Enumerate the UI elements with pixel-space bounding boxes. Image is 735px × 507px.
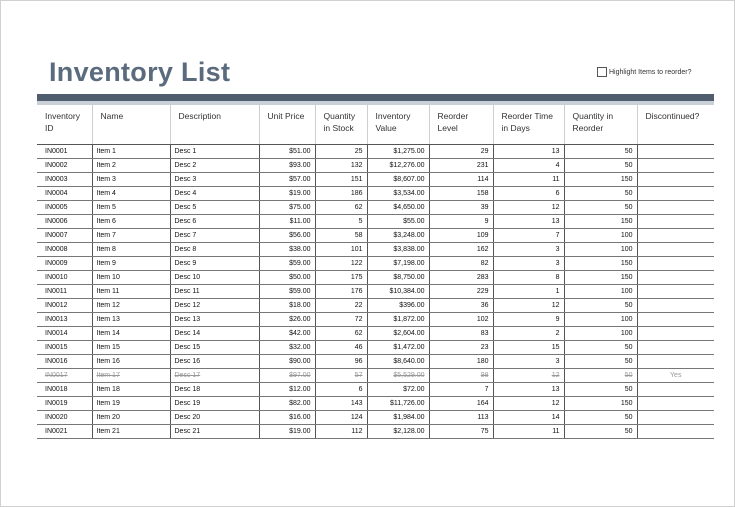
cell-inventory-id: IN0013 (37, 313, 92, 327)
cell-quantity-in-stock: 96 (315, 355, 367, 369)
column-header-quantity-in-reorder: Quantity in Reorder (564, 105, 637, 145)
cell-name: Item 11 (92, 285, 170, 299)
cell-description (170, 369, 259, 383)
cell-reorder-time-text: 12 (551, 372, 560, 379)
cell-quantity-in-reorder-text: 50 (624, 372, 633, 379)
table-row (37, 383, 714, 397)
cell-name: Item 8 (92, 243, 170, 257)
cell-inventory-id-text: IN0017 (45, 372, 68, 379)
cell-inventory-id: IN0016 (37, 355, 92, 369)
cell-discontinued (637, 201, 714, 215)
cell-unit-price: $75.00 (259, 201, 315, 215)
cell-inventory-value: $1,984.00 (367, 411, 429, 425)
cell-quantity-in-stock: 58 (315, 229, 367, 243)
cell-name: Item 15 (92, 341, 170, 355)
cell-reorder-level: 23 (429, 341, 493, 355)
cell-description: Desc 13 (170, 313, 259, 327)
cell-inventory-id (37, 369, 92, 383)
cell-inventory-value: $8,750.00 (367, 271, 429, 285)
cell-reorder-time: 14 (493, 411, 564, 425)
cell-quantity-in-stock: 151 (315, 173, 367, 187)
cell-discontinued (637, 271, 714, 285)
column-header-description: Description (170, 105, 259, 145)
cell-inventory-value: $8,640.00 (367, 355, 429, 369)
cell-quantity-in-reorder: 150 (564, 271, 637, 285)
cell-inventory-value: $1,872.00 (367, 313, 429, 327)
cell-reorder-time: 6 (493, 187, 564, 201)
cell-name: Item 1 (92, 145, 170, 159)
cell-quantity-in-reorder: 50 (564, 187, 637, 201)
cell-discontinued (637, 411, 714, 425)
table-row (37, 411, 714, 425)
cell-quantity-in-reorder: 50 (564, 201, 637, 215)
cell-description: Desc 16 (170, 355, 259, 369)
cell-inventory-id: IN0008 (37, 243, 92, 257)
cell-unit-price: $59.00 (259, 285, 315, 299)
cell-quantity-in-reorder: 100 (564, 285, 637, 299)
table-row (37, 425, 714, 439)
cell-inventory-value: $12,276.00 (367, 159, 429, 173)
cell-name: Item 14 (92, 327, 170, 341)
cell-discontinued: Yes (637, 369, 714, 383)
cell-unit-price: $16.00 (259, 411, 315, 425)
cell-name: Item 3 (92, 173, 170, 187)
cell-quantity-in-reorder: 50 (564, 355, 637, 369)
cell-inventory-value: $2,604.00 (367, 327, 429, 341)
table-header-row (37, 105, 714, 145)
cell-name (92, 369, 170, 383)
table-row (37, 145, 714, 159)
cell-discontinued (637, 257, 714, 271)
cell-inventory-id: IN0010 (37, 271, 92, 285)
table-row (37, 173, 714, 187)
cell-reorder-time: 11 (493, 173, 564, 187)
cell-name: Item 13 (92, 313, 170, 327)
cell-inventory-id: IN0015 (37, 341, 92, 355)
inventory-table (37, 105, 714, 439)
cell-inventory-value: $7,198.00 (367, 257, 429, 271)
cell-description: Desc 10 (170, 271, 259, 285)
cell-reorder-level: 114 (429, 173, 493, 187)
cell-reorder-level: 180 (429, 355, 493, 369)
cell-unit-price: $11.00 (259, 215, 315, 229)
cell-inventory-value: $2,128.00 (367, 425, 429, 439)
cell-quantity-in-stock: 6 (315, 383, 367, 397)
cell-inventory-id: IN0002 (37, 159, 92, 173)
cell-reorder-time: 11 (493, 425, 564, 439)
table-row (37, 159, 714, 173)
cell-inventory-value (367, 369, 429, 383)
header-band-dark (37, 94, 714, 101)
table-row (37, 341, 714, 355)
cell-unit-price: $90.00 (259, 355, 315, 369)
cell-reorder-time: 13 (493, 383, 564, 397)
cell-discontinued (637, 341, 714, 355)
cell-description: Desc 4 (170, 187, 259, 201)
cell-inventory-value: $3,838.00 (367, 243, 429, 257)
table-body (37, 145, 714, 439)
cell-discontinued (637, 173, 714, 187)
cell-name: Item 2 (92, 159, 170, 173)
cell-description: Desc 7 (170, 229, 259, 243)
cell-unit-price: $19.00 (259, 425, 315, 439)
cell-unit-price: $82.00 (259, 397, 315, 411)
column-header-discontinued: Discontinued? (637, 105, 714, 145)
cell-inventory-value: $396.00 (367, 299, 429, 313)
cell-reorder-level: 7 (429, 383, 493, 397)
cell-description: Desc 14 (170, 327, 259, 341)
cell-name: Item 21 (92, 425, 170, 439)
cell-inventory-value: $72.00 (367, 383, 429, 397)
cell-inventory-value: $8,607.00 (367, 173, 429, 187)
cell-description: Desc 12 (170, 299, 259, 313)
cell-reorder-level: 36 (429, 299, 493, 313)
cell-reorder-level: 102 (429, 313, 493, 327)
cell-quantity-in-stock: 186 (315, 187, 367, 201)
table-row (37, 313, 714, 327)
cell-reorder-level: 82 (429, 257, 493, 271)
cell-reorder-level: 164 (429, 397, 493, 411)
cell-unit-price: $57.00 (259, 173, 315, 187)
cell-quantity-in-stock: 122 (315, 257, 367, 271)
page-title: Inventory List (49, 57, 231, 87)
cell-inventory-value: $1,472.00 (367, 341, 429, 355)
cell-inventory-value: $55.00 (367, 215, 429, 229)
cell-reorder-time: 2 (493, 327, 564, 341)
column-header-reorder-level: Reorder Level (429, 105, 493, 145)
cell-name: Item 12 (92, 299, 170, 313)
cell-reorder-time: 3 (493, 257, 564, 271)
cell-description: Desc 2 (170, 159, 259, 173)
cell-quantity-in-reorder: 150 (564, 173, 637, 187)
cell-quantity-in-stock: 46 (315, 341, 367, 355)
cell-name-text: Item 17 (96, 372, 120, 379)
cell-reorder-time: 3 (493, 355, 564, 369)
cell-reorder-level: 162 (429, 243, 493, 257)
cell-quantity-in-reorder (564, 369, 637, 383)
cell-unit-price: $42.00 (259, 327, 315, 341)
cell-description: Desc 15 (170, 341, 259, 355)
column-header-quantity-in-stock: Quantity in Stock (315, 105, 367, 145)
cell-quantity-in-reorder: 50 (564, 383, 637, 397)
cell-inventory-value: $3,534.00 (367, 187, 429, 201)
table-row (37, 201, 714, 215)
cell-reorder-time: 9 (493, 313, 564, 327)
cell-inventory-id: IN0001 (37, 145, 92, 159)
table-row (37, 327, 714, 341)
table-row (37, 229, 714, 243)
cell-discontinued (637, 355, 714, 369)
cell-unit-price (259, 369, 315, 383)
cell-inventory-id: IN0018 (37, 383, 92, 397)
cell-reorder-time: 8 (493, 271, 564, 285)
cell-quantity-in-stock: 143 (315, 397, 367, 411)
cell-description-text: Desc 17 (174, 372, 201, 379)
cell-quantity-in-stock: 124 (315, 411, 367, 425)
cell-description: Desc 8 (170, 243, 259, 257)
cell-inventory-value: $4,650.00 (367, 201, 429, 215)
cell-description: Desc 6 (170, 215, 259, 229)
cell-unit-price: $51.00 (259, 145, 315, 159)
cell-reorder-level: 109 (429, 229, 493, 243)
cell-reorder-level (429, 369, 493, 383)
cell-inventory-value: $11,726.00 (367, 397, 429, 411)
cell-discontinued (637, 243, 714, 257)
cell-reorder-level: 229 (429, 285, 493, 299)
cell-unit-price: $38.00 (259, 243, 315, 257)
cell-quantity-in-stock: 22 (315, 299, 367, 313)
column-header-inventory-id: Inventory ID (37, 105, 92, 145)
cell-reorder-time: 7 (493, 229, 564, 243)
cell-quantity-in-reorder: 50 (564, 341, 637, 355)
cell-reorder-time: 3 (493, 243, 564, 257)
highlight-reorder-checkbox[interactable] (597, 67, 607, 77)
cell-quantity-in-stock: 62 (315, 327, 367, 341)
cell-unit-price: $32.00 (259, 341, 315, 355)
cell-name: Item 6 (92, 215, 170, 229)
cell-inventory-id: IN0003 (37, 173, 92, 187)
cell-inventory-id: IN0006 (37, 215, 92, 229)
cell-reorder-level: 113 (429, 411, 493, 425)
cell-description: Desc 18 (170, 383, 259, 397)
cell-quantity-in-reorder: 100 (564, 243, 637, 257)
cell-reorder-time: 12 (493, 299, 564, 313)
cell-name: Item 7 (92, 229, 170, 243)
cell-discontinued (637, 327, 714, 341)
cell-reorder-time: 4 (493, 159, 564, 173)
cell-unit-price: $26.00 (259, 313, 315, 327)
cell-description: Desc 21 (170, 425, 259, 439)
cell-name: Item 10 (92, 271, 170, 285)
table-row (37, 215, 714, 229)
cell-quantity-in-stock: 25 (315, 145, 367, 159)
cell-reorder-time: 1 (493, 285, 564, 299)
column-header-name: Name (92, 105, 170, 145)
cell-discontinued (637, 397, 714, 411)
cell-quantity-in-reorder: 150 (564, 397, 637, 411)
cell-description: Desc 11 (170, 285, 259, 299)
cell-name: Item 9 (92, 257, 170, 271)
cell-reorder-level: 283 (429, 271, 493, 285)
cell-quantity-in-stock: 62 (315, 201, 367, 215)
cell-unit-price: $50.00 (259, 271, 315, 285)
cell-name: Item 20 (92, 411, 170, 425)
cell-quantity-in-reorder: 100 (564, 313, 637, 327)
cell-reorder-time (493, 369, 564, 383)
cell-quantity-in-reorder: 150 (564, 257, 637, 271)
table-row (37, 397, 714, 411)
cell-inventory-id: IN0012 (37, 299, 92, 313)
cell-unit-price: $59.00 (259, 257, 315, 271)
cell-unit-price: $12.00 (259, 383, 315, 397)
cell-description: Desc 3 (170, 173, 259, 187)
highlight-reorder-option[interactable] (597, 67, 691, 77)
table-row (37, 271, 714, 285)
cell-inventory-value-text: $5,529.00 (393, 372, 425, 379)
cell-reorder-level: 231 (429, 159, 493, 173)
cell-reorder-level: 29 (429, 145, 493, 159)
cell-quantity-in-reorder: 100 (564, 229, 637, 243)
cell-quantity-in-stock: 101 (315, 243, 367, 257)
cell-quantity-in-stock: 176 (315, 285, 367, 299)
cell-quantity-in-stock (315, 369, 367, 383)
table-row (37, 243, 714, 257)
table-row (37, 355, 714, 369)
table-row (37, 369, 714, 383)
cell-discontinued (637, 425, 714, 439)
cell-quantity-in-stock: 112 (315, 425, 367, 439)
cell-discontinued (637, 145, 714, 159)
column-header-unit-price: Unit Price (259, 105, 315, 145)
cell-discontinued (637, 383, 714, 397)
cell-quantity-in-reorder: 150 (564, 215, 637, 229)
cell-discontinued (637, 159, 714, 173)
table-row (37, 187, 714, 201)
table-row (37, 299, 714, 313)
cell-description: Desc 5 (170, 201, 259, 215)
cell-description: Desc 1 (170, 145, 259, 159)
cell-quantity-in-reorder: 50 (564, 425, 637, 439)
cell-name: Item 4 (92, 187, 170, 201)
cell-name: Item 16 (92, 355, 170, 369)
cell-inventory-value: $1,275.00 (367, 145, 429, 159)
cell-reorder-level: 83 (429, 327, 493, 341)
cell-name: Item 19 (92, 397, 170, 411)
cell-inventory-id: IN0004 (37, 187, 92, 201)
cell-unit-price: $19.00 (259, 187, 315, 201)
cell-name: Item 18 (92, 383, 170, 397)
cell-inventory-id: IN0005 (37, 201, 92, 215)
cell-quantity-in-reorder: 50 (564, 411, 637, 425)
column-header-reorder-time: Reorder Time in Days (493, 105, 564, 145)
cell-reorder-time: 13 (493, 145, 564, 159)
cell-reorder-time: 15 (493, 341, 564, 355)
cell-inventory-id: IN0007 (37, 229, 92, 243)
cell-reorder-level: 158 (429, 187, 493, 201)
cell-reorder-time: 12 (493, 397, 564, 411)
cell-quantity-in-stock: 175 (315, 271, 367, 285)
cell-quantity-in-reorder: 50 (564, 299, 637, 313)
cell-reorder-level: 39 (429, 201, 493, 215)
cell-inventory-value: $3,248.00 (367, 229, 429, 243)
cell-inventory-id: IN0014 (37, 327, 92, 341)
cell-inventory-id: IN0021 (37, 425, 92, 439)
cell-reorder-time: 13 (493, 215, 564, 229)
cell-unit-price: $18.00 (259, 299, 315, 313)
cell-unit-price: $56.00 (259, 229, 315, 243)
cell-description: Desc 9 (170, 257, 259, 271)
cell-inventory-value: $10,384.00 (367, 285, 429, 299)
cell-discontinued (637, 215, 714, 229)
cell-inventory-id: IN0011 (37, 285, 92, 299)
cell-reorder-level: 9 (429, 215, 493, 229)
highlight-reorder-label: Highlight Items to reorder? (609, 68, 692, 76)
cell-reorder-time: 12 (493, 201, 564, 215)
cell-unit-price: $93.00 (259, 159, 315, 173)
table-row (37, 257, 714, 271)
cell-description: Desc 20 (170, 411, 259, 425)
cell-unit-price-text: $97.00 (289, 372, 311, 379)
cell-inventory-id: IN0009 (37, 257, 92, 271)
cell-discontinued (637, 285, 714, 299)
cell-quantity-in-reorder: 50 (564, 145, 637, 159)
cell-inventory-id: IN0019 (37, 397, 92, 411)
column-header-inventory-value: Inventory Value (367, 105, 429, 145)
cell-quantity-in-stock: 132 (315, 159, 367, 173)
cell-discontinued (637, 299, 714, 313)
cell-quantity-in-reorder: 50 (564, 159, 637, 173)
cell-name: Item 5 (92, 201, 170, 215)
table-row (37, 285, 714, 299)
cell-quantity-in-reorder: 100 (564, 327, 637, 341)
cell-discontinued (637, 229, 714, 243)
cell-inventory-id: IN0020 (37, 411, 92, 425)
cell-discontinued (637, 313, 714, 327)
cell-quantity-in-stock-text: 57 (354, 372, 363, 379)
cell-description: Desc 19 (170, 397, 259, 411)
cell-reorder-level: 75 (429, 425, 493, 439)
cell-discontinued (637, 187, 714, 201)
cell-reorder-level-text: 98 (480, 372, 489, 379)
cell-quantity-in-stock: 5 (315, 215, 367, 229)
cell-quantity-in-stock: 72 (315, 313, 367, 327)
